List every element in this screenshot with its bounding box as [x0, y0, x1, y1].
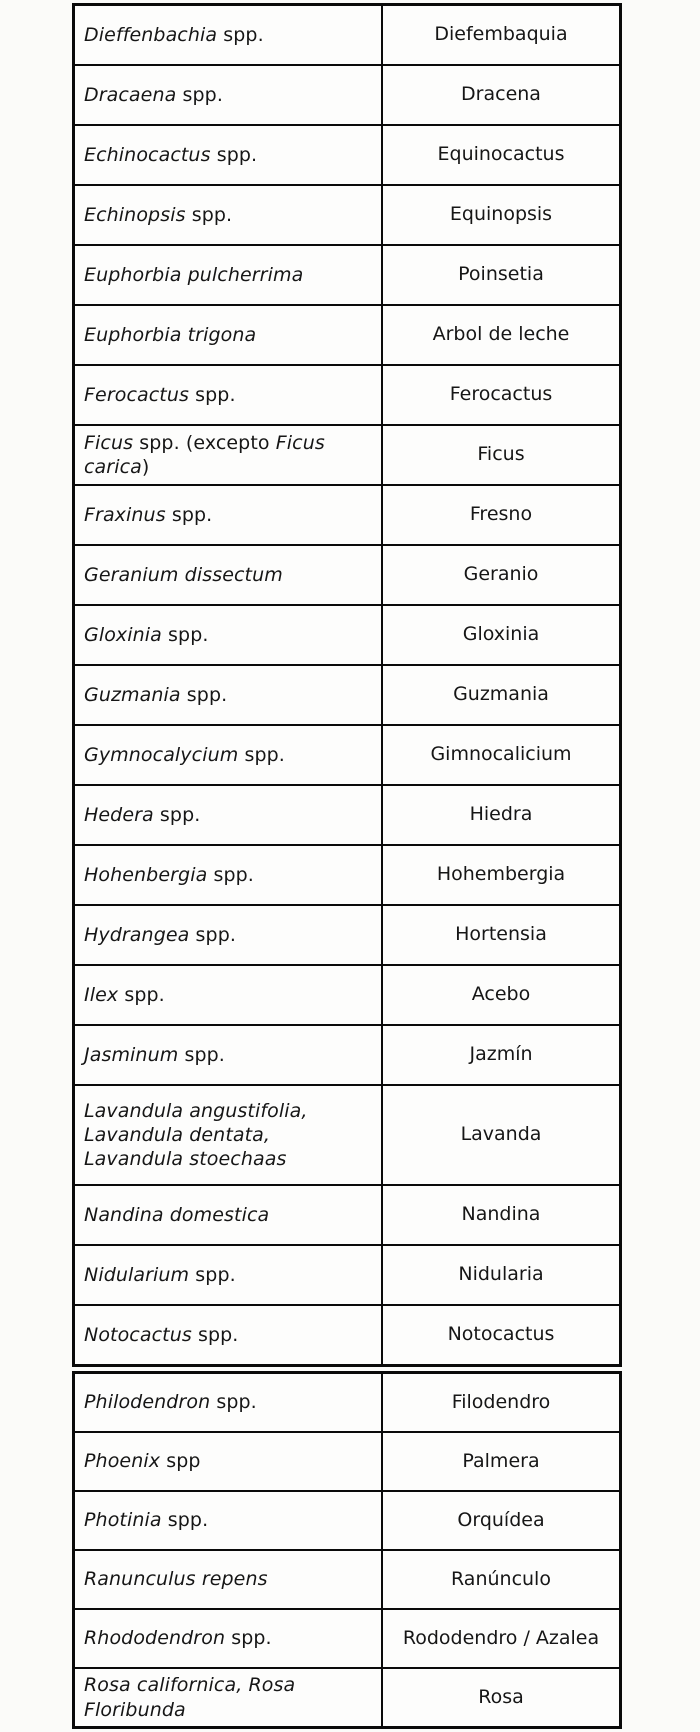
table-row — [75, 1306, 619, 1364]
latin-name-text — [84, 683, 227, 707]
plain-text-segment: spp. — [188, 383, 236, 406]
table-row — [75, 1374, 619, 1433]
latin-name-cell — [75, 1669, 383, 1726]
scientific-name-segment: Notocactus — [84, 1323, 192, 1346]
latin-name-text — [84, 83, 223, 107]
latin-name-cell — [75, 366, 383, 424]
latin-name-cell — [75, 786, 383, 844]
latin-name-cell — [75, 1610, 383, 1667]
table-row — [75, 606, 619, 666]
latin-name-text — [84, 1449, 201, 1473]
table-row — [75, 546, 619, 606]
plain-text-segment: spp. — [185, 203, 233, 226]
common-name-cell: Orquídea — [457, 1508, 545, 1531]
common-name-cell: Poinsetia — [458, 263, 544, 286]
common-name-cell: Palmera — [462, 1449, 540, 1472]
common-name-cell: Equinocactus — [437, 143, 565, 166]
latin-name-text — [84, 803, 200, 827]
table-row — [75, 6, 619, 66]
latin-name-text — [84, 983, 165, 1007]
plain-text-segment: spp. (excepto — [133, 431, 276, 454]
table-row — [75, 786, 619, 846]
plain-text-segment: spp. — [118, 983, 165, 1006]
table-row — [75, 906, 619, 966]
table-row — [75, 1086, 619, 1186]
latin-name-cell — [75, 1026, 383, 1084]
plain-text-segment: spp. — [178, 1043, 225, 1066]
plain-text-segment: spp. — [207, 863, 254, 886]
scientific-name-segment: Echinopsis — [84, 203, 186, 226]
scientific-name-segment: Gloxinia — [84, 623, 162, 646]
plain-text-segment: spp. — [189, 923, 236, 946]
scientific-name-segment: Ferocactus — [84, 383, 189, 406]
common-name-cell: Geranio — [463, 563, 539, 586]
scientific-name-segment: Philodendron — [84, 1391, 211, 1414]
latin-name-text — [84, 563, 283, 587]
common-name-cell: Ficus — [477, 443, 525, 466]
latin-name-text — [84, 1390, 257, 1414]
table-row — [75, 1551, 619, 1610]
scientific-name-segment: Nidularium — [84, 1263, 190, 1286]
table-row — [75, 1246, 619, 1306]
table-row — [75, 246, 619, 306]
latin-name-cell — [75, 306, 383, 364]
latin-name-text — [84, 1567, 268, 1591]
scientific-name-segment: Nandina domestica — [84, 1203, 270, 1226]
latin-name-cell — [75, 846, 383, 904]
table-row — [75, 426, 619, 486]
scientific-name-segment: Euphorbia pulcherrima — [84, 263, 304, 286]
common-name-cell: Ferocactus — [449, 383, 553, 406]
latin-name-text — [84, 263, 303, 287]
latin-name-cell — [75, 126, 383, 184]
latin-name-cell — [75, 1186, 383, 1244]
latin-name-text — [84, 1626, 272, 1650]
plain-text-segment: spp. — [210, 143, 258, 166]
latin-name-text — [84, 143, 257, 167]
common-name-cell: Gimnocalicium — [430, 743, 572, 766]
table-row — [75, 1026, 619, 1086]
latin-name-cell — [75, 906, 383, 964]
latin-name-text — [84, 743, 285, 767]
latin-name-cell — [75, 246, 383, 304]
common-name-cell: Fresno — [469, 503, 533, 526]
table-row — [75, 846, 619, 906]
latin-name-cell — [75, 426, 383, 484]
common-name-cell: Rosa — [478, 1685, 524, 1708]
latin-name-text — [84, 23, 264, 47]
plain-text-segment: spp. — [210, 1391, 257, 1414]
latin-name-cell — [75, 1306, 383, 1364]
table-row — [75, 186, 619, 246]
table-row — [75, 366, 619, 426]
latin-name-text — [84, 923, 236, 947]
table-row — [75, 666, 619, 726]
latin-name-text — [84, 431, 375, 480]
common-name-cell: Hiedra — [469, 803, 533, 826]
plain-text-segment: spp. — [161, 1509, 209, 1532]
latin-name-text — [84, 1263, 236, 1287]
plain-text-segment: spp — [160, 1450, 201, 1473]
latin-name-text — [84, 323, 256, 347]
plain-text-segment: spp. — [189, 1263, 236, 1286]
scientific-name-segment: Ficus — [84, 431, 134, 454]
scientific-name-segment: Rhododendron — [84, 1627, 226, 1650]
scientific-name-segment: Photinia — [84, 1509, 162, 1532]
latin-name-cell — [75, 486, 383, 544]
common-name-cell: Dracena — [461, 83, 541, 106]
common-name-cell: Ranúnculo — [451, 1567, 551, 1590]
latin-name-text — [84, 1673, 375, 1722]
latin-name-cell — [75, 6, 383, 64]
table-row — [75, 1669, 619, 1726]
table-row — [75, 966, 619, 1026]
common-name-cell: Jazmín — [469, 1043, 533, 1066]
latin-name-cell — [75, 966, 383, 1024]
common-name-cell: Guzmania — [453, 683, 549, 706]
common-name-cell: Nandina — [461, 1203, 541, 1226]
latin-name-text — [84, 383, 236, 407]
plain-text-segment: spp. — [161, 623, 209, 646]
common-name-cell: Diefembaquia — [434, 23, 568, 46]
scientific-name-segment: Fraxinus — [84, 503, 166, 526]
common-name-cell: Equinopsis — [449, 203, 553, 226]
common-name-cell: Notocactus — [447, 1323, 555, 1346]
table-row — [75, 1492, 619, 1551]
plain-text-segment: ) — [141, 456, 150, 478]
table-row — [75, 306, 619, 366]
table-row — [75, 486, 619, 546]
plain-text-segment: spp. — [176, 83, 223, 106]
scientific-name-segment: Hohenbergia — [84, 863, 208, 886]
table-row — [75, 1186, 619, 1246]
common-name-cell: Rododendro / Azalea — [402, 1626, 600, 1649]
scientific-name-segment: Euphorbia trigona — [84, 323, 257, 346]
scientific-name-segment: Rosa californica, Rosa Floribunda — [84, 1674, 296, 1721]
scientific-name-segment: Echinocactus — [84, 143, 211, 166]
plain-text-segment: spp. — [225, 1627, 272, 1650]
common-name-cell: Acebo — [471, 983, 531, 1006]
latin-name-cell — [75, 666, 383, 724]
scientific-name-segment: Geranium dissectum — [84, 563, 283, 586]
latin-name-cell — [75, 1551, 383, 1608]
latin-name-cell — [75, 186, 383, 244]
plain-text-segment: spp. — [180, 683, 228, 706]
plain-text-segment: spp. — [238, 743, 285, 766]
latin-name-text — [84, 863, 254, 887]
latin-name-cell — [75, 546, 383, 604]
latin-name-text — [84, 623, 209, 647]
plant-table-upper — [72, 3, 622, 1367]
plain-text-segment: spp. — [165, 503, 213, 526]
plain-text-segment: spp. — [153, 803, 201, 826]
scientific-name-segment: Dieffenbachia — [84, 23, 218, 46]
table-row — [75, 66, 619, 126]
scientific-name-segment: Lavandula angustifolia, Lavandula dentata, Lavandula stoechaas — [84, 1099, 308, 1171]
common-name-cell: Filodendro — [451, 1390, 551, 1413]
latin-name-cell — [75, 606, 383, 664]
latin-name-cell — [75, 726, 383, 784]
plain-text-segment: spp. — [217, 23, 264, 46]
plain-text-segment: spp. — [191, 1323, 239, 1346]
latin-name-cell — [75, 66, 383, 124]
latin-name-text — [84, 1043, 225, 1067]
scientific-name-segment: Phoenix — [84, 1450, 161, 1473]
common-name-cell: Lavanda — [460, 1123, 542, 1146]
latin-name-cell — [75, 1492, 383, 1549]
scientific-name-segment: Jasminum — [84, 1043, 179, 1066]
table-row — [75, 1610, 619, 1669]
common-name-cell: Hortensia — [455, 923, 547, 946]
scientific-name-segment: Ranunculus repens — [84, 1568, 268, 1591]
scientific-name-segment: Gymnocalycium — [84, 743, 239, 766]
latin-name-cell — [75, 1433, 383, 1490]
scientific-name-segment: Guzmania — [84, 683, 181, 706]
scientific-name-segment: Hydrangea — [84, 923, 190, 946]
common-name-cell: Gloxinia — [462, 623, 540, 646]
latin-name-text — [84, 1508, 208, 1532]
latin-name-text — [84, 503, 212, 527]
scientific-name-segment: Hedera — [84, 803, 154, 826]
plant-table-lower — [72, 1371, 622, 1729]
latin-name-text — [84, 1099, 375, 1172]
scientific-name-segment: Ilex — [84, 983, 119, 1006]
scientific-name-segment: Ficus carica — [84, 431, 325, 478]
table-row — [75, 126, 619, 186]
latin-name-cell — [75, 1086, 383, 1184]
latin-name-text — [84, 203, 232, 227]
latin-name-cell — [75, 1374, 383, 1431]
common-name-cell: Arbol de leche — [432, 323, 570, 346]
scientific-name-segment: Dracaena — [84, 83, 177, 106]
common-name-cell: Nidularia — [458, 1263, 544, 1286]
table-row — [75, 726, 619, 786]
common-name-cell: Hohembergia — [436, 863, 566, 886]
table-row — [75, 1433, 619, 1492]
latin-name-cell — [75, 1246, 383, 1304]
latin-name-text — [84, 1203, 269, 1227]
latin-name-text — [84, 1323, 238, 1347]
